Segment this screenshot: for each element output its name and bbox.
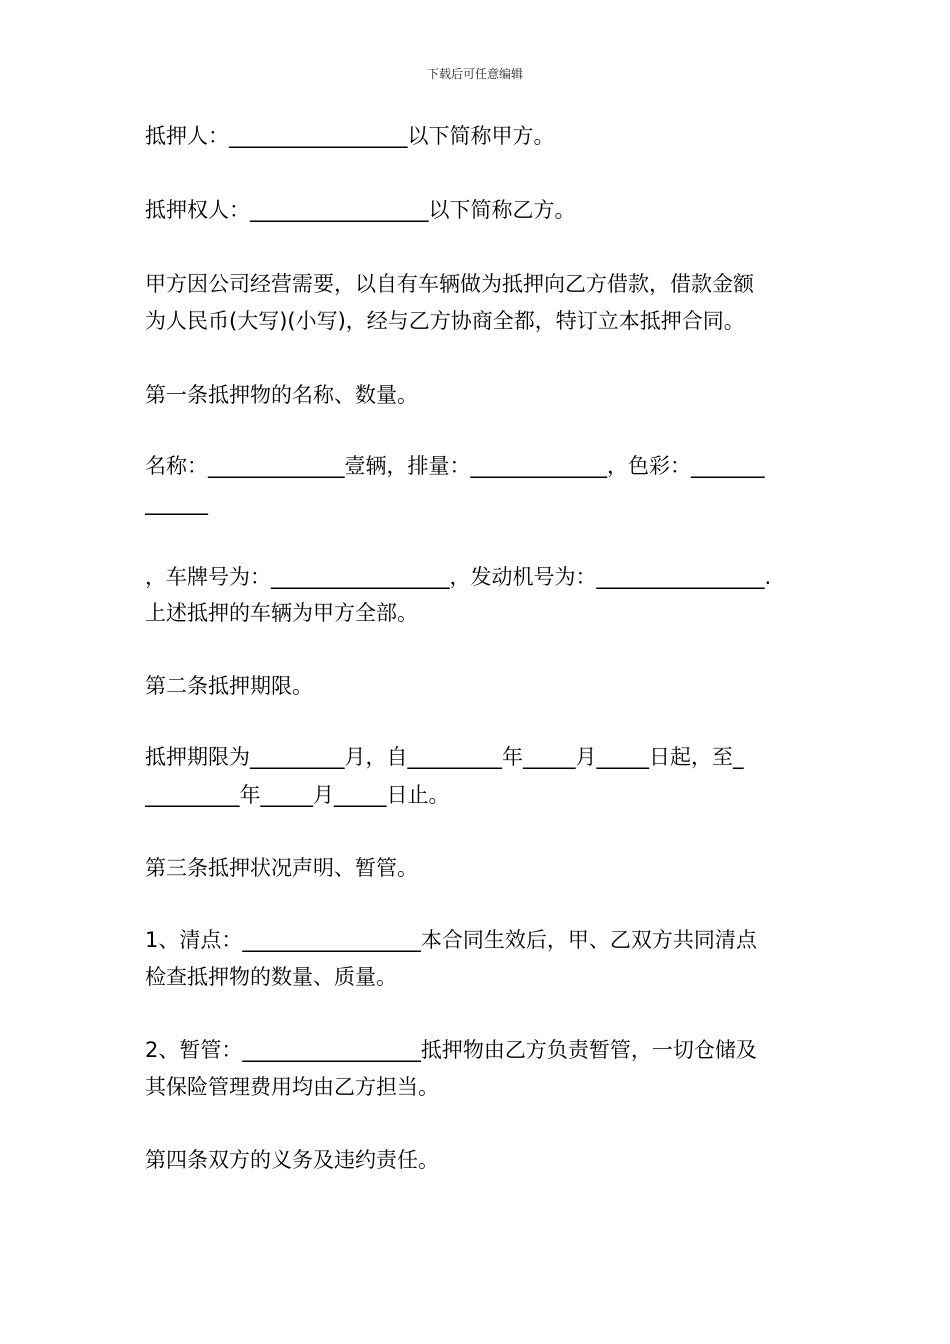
preamble-line-2: 为人民币(大写)(小写)，经与乙方协商全都，特订立本抵押合同。 <box>145 309 745 333</box>
term-line-1: 抵押期限为_________月，自_________年_____月_____日起，至_ <box>145 745 744 769</box>
inventory-line-1: 1、清点：_________________本合同生效后，甲、乙双方共同清点 <box>145 928 757 952</box>
clause-mortgagee: 抵押权人：_________________以下简称乙方。 <box>145 198 576 222</box>
custody-line-1: 2、暂管：_________________抵押物由乙方负责暂管，一切仓储及 <box>145 1038 757 1062</box>
inventory-line-2: 检查抵押物的数量、质量。 <box>145 965 397 989</box>
term-line-2: _________年_____月_____日止。 <box>145 783 450 807</box>
plate-number-line-2: 上述抵押的车辆为甲方全部。 <box>145 601 418 625</box>
plate-number-line-1: ，车牌号为：_________________，发动机号为：________________. <box>145 565 772 589</box>
article-4-heading: 第四条双方的义务及违约责任。 <box>145 1148 439 1172</box>
preamble-line-1: 甲方因公司经营需要，以自有车辆做为抵押向乙方借款，借款金额 <box>145 272 754 296</box>
article-2-heading: 第二条抵押期限。 <box>145 674 313 698</box>
custody-line-2: 其保险管理费用均由乙方担当。 <box>145 1075 439 1099</box>
article-3-heading: 第三条抵押状况声明、暂管。 <box>145 856 418 880</box>
page-header: 下载后可任意编辑 <box>426 67 523 81</box>
vehicle-name-line-1: 名称：_____________壹辆，排量：_____________，色彩：_______ <box>145 454 765 478</box>
clause-mortgagor: 抵押人：_________________以下简称甲方。 <box>145 124 555 148</box>
article-1-heading: 第一条抵押物的名称、数量。 <box>145 383 418 407</box>
vehicle-name-line-2: ______ <box>145 491 208 515</box>
